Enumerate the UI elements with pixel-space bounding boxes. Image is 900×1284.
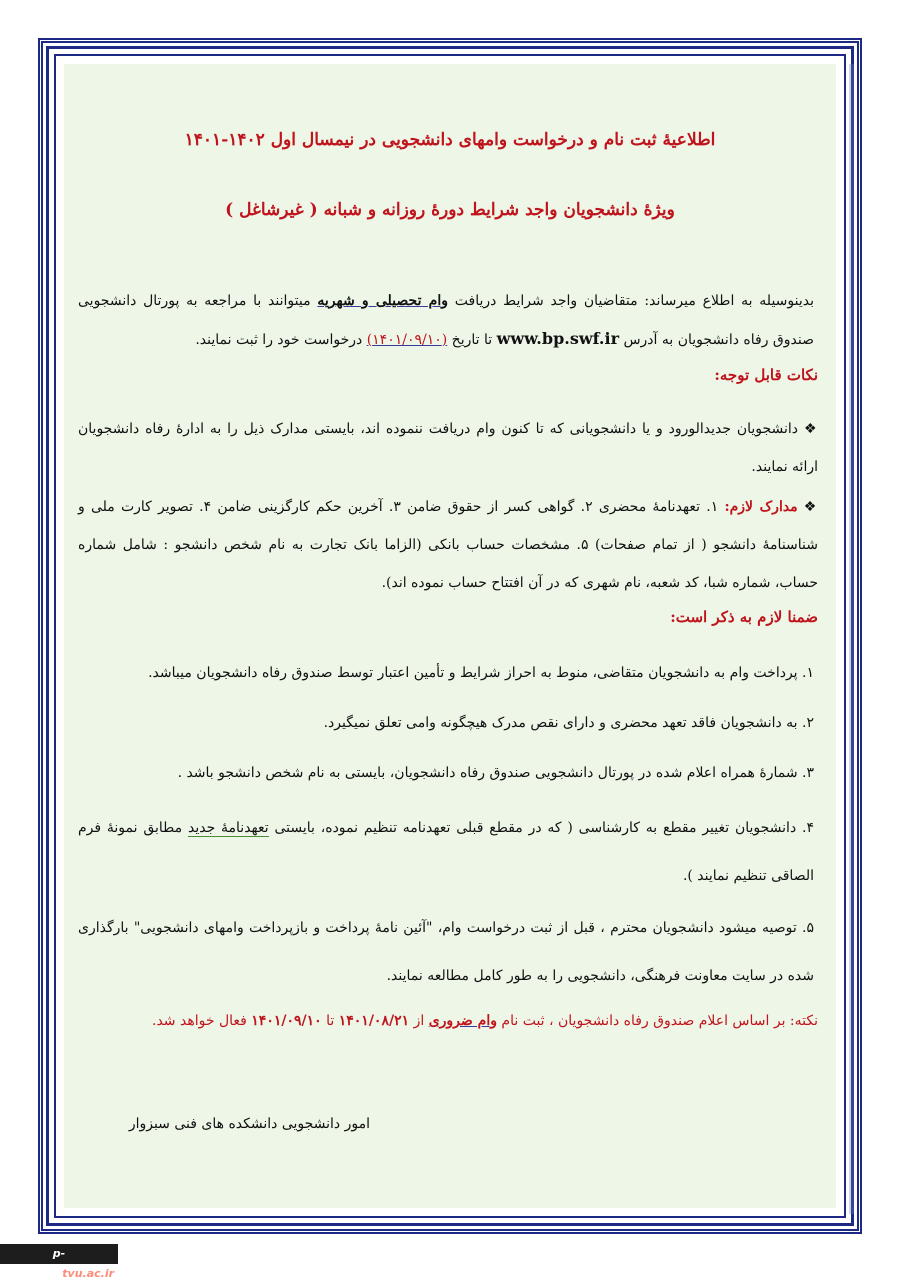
signature: امور دانشجویی دانشکده های فنی سبزوار xyxy=(128,1116,370,1132)
deadline-date: (۱۴۰۱/۰۹/۱۰) xyxy=(366,332,448,348)
footnote-text-a: نکته: بر اساس اعلام صندوق رفاه دانشجویان ، ثبت نام xyxy=(496,1013,818,1029)
note-new-students xyxy=(78,410,818,486)
required-documents xyxy=(78,488,818,602)
notes-heading: نکات قابل توجه: xyxy=(714,366,818,384)
item-2: ۲. به دانشجویان فاقد تعهد محضری و دارای نقص مدرک هیچگونه وامی تعلق نمیگیرد. xyxy=(323,715,814,731)
documents-label: مدارک لازم: xyxy=(724,499,798,515)
new-commitment-form: تعهدنامۀ جدید xyxy=(187,820,269,836)
intro-text-c: تا تاریخ xyxy=(447,332,497,348)
bullet-icon: ❖ xyxy=(804,421,818,437)
item-5: ۵. توصیه میشود دانشجویان محترم ، قبل از ثبت درخواست وام، "آئین نامۀ پرداخت و بازپرداخت وامهای دانشجویی" بارگذاری شده در سایت معاونت فرهنگی، دانشجویی را به طور کامل مطالعه نمایند. xyxy=(78,920,814,984)
badge-accent: tvu.ac.ir xyxy=(62,1267,115,1280)
item-4-text-b: مطابق نمونۀ فرم الصاقی تنظیم نمایند ). xyxy=(78,820,814,884)
item-3: ۳. شمارۀ همراه اعلام شده در پورتال دانشجویی صندوق رفاه دانشجویان، بایستی به نام شخص دانشجو باشد . xyxy=(177,765,814,781)
also-heading: ضمنا لازم به ذکر است: xyxy=(670,608,818,626)
notice-subtitle: ویژۀ دانشجویان واجد شرایط دورۀ روزانه و شبانه ( غیرشاغل ) xyxy=(225,200,675,220)
notice-title: اطلاعیۀ ثبت نام و درخواست وامهای دانشجویی در نیمسال اول ۱۴۰۲-۱۴۰۱ xyxy=(184,130,716,150)
portal-url-link[interactable]: www.bp.swf.ir xyxy=(496,329,619,348)
intro-text-a: بدینوسیله به اطلاع میرساند: متقاضیان واجد شرایط دریافت xyxy=(448,293,814,309)
footnote-text-c: تا xyxy=(321,1013,339,1029)
site-watermark-badge xyxy=(0,1244,118,1280)
footnote-text-d: فعال خواهد شد. xyxy=(152,1013,252,1029)
item-4 xyxy=(78,804,814,900)
documents-list: ۱. تعهدنامۀ محضری ۲. گواهی کسر از حقوق ضامن ۳. آخرین حکم کارگزینی ضامن ۴. تصویر کارت ملی و شناسنامۀ دانشجو ( از تمام صفحات) ۵. مشخصات حساب بانکی (الزاما بانک تجارت به نام شخص دانشجو : شامل شماره حساب، شماره شبا، کد شعبه، نام شهری که در آن افتتاح حساب نموده اند). xyxy=(78,499,818,591)
intro-text-b: میتوانند با مراجعه به پورتال دانشجویی صندوق رفاه دانشجویان به آدرس xyxy=(78,293,814,348)
emergency-loan: وام ضروری xyxy=(428,1013,497,1029)
frame-shadow xyxy=(849,64,854,1214)
badge-domain: p-sabzevar. xyxy=(3,1247,66,1280)
loan-types: وام تحصیلی و شهریه xyxy=(317,293,448,309)
registration-start-date: ۱۴۰۱/۰۸/۲۱ xyxy=(338,1013,410,1029)
intro-paragraph xyxy=(78,282,814,359)
intro-text-d: درخواست خود را ثبت نمایند. xyxy=(195,332,367,348)
notice-content xyxy=(64,64,836,1208)
item-4-text-a: ۴. دانشجویان تغییر مقطع به کارشناسی ( که در مقطع قبلی تعهدنامه تنظیم نموده، بایستی xyxy=(268,820,814,836)
footnote xyxy=(78,1006,818,1036)
footnote-text-b: از xyxy=(409,1013,429,1029)
registration-end-date: ۱۴۰۱/۰۹/۱۰ xyxy=(251,1013,322,1029)
note-new-students-text: دانشجویان جدیدالورود و یا دانشجویانی که تا کنون وام دریافت ننموده اند، بایستی مدارک ذیل را به ادارۀ رفاه دانشجویان ارائه نمایند. xyxy=(78,421,818,475)
bullet-icon: ❖ xyxy=(803,499,818,515)
item-1: ۱. پرداخت وام به دانشجویان متقاضی، منوط به احراز شرایط و تأمین اعتبار توسط صندوق رفاه دانشجویان میباشد. xyxy=(148,665,814,681)
